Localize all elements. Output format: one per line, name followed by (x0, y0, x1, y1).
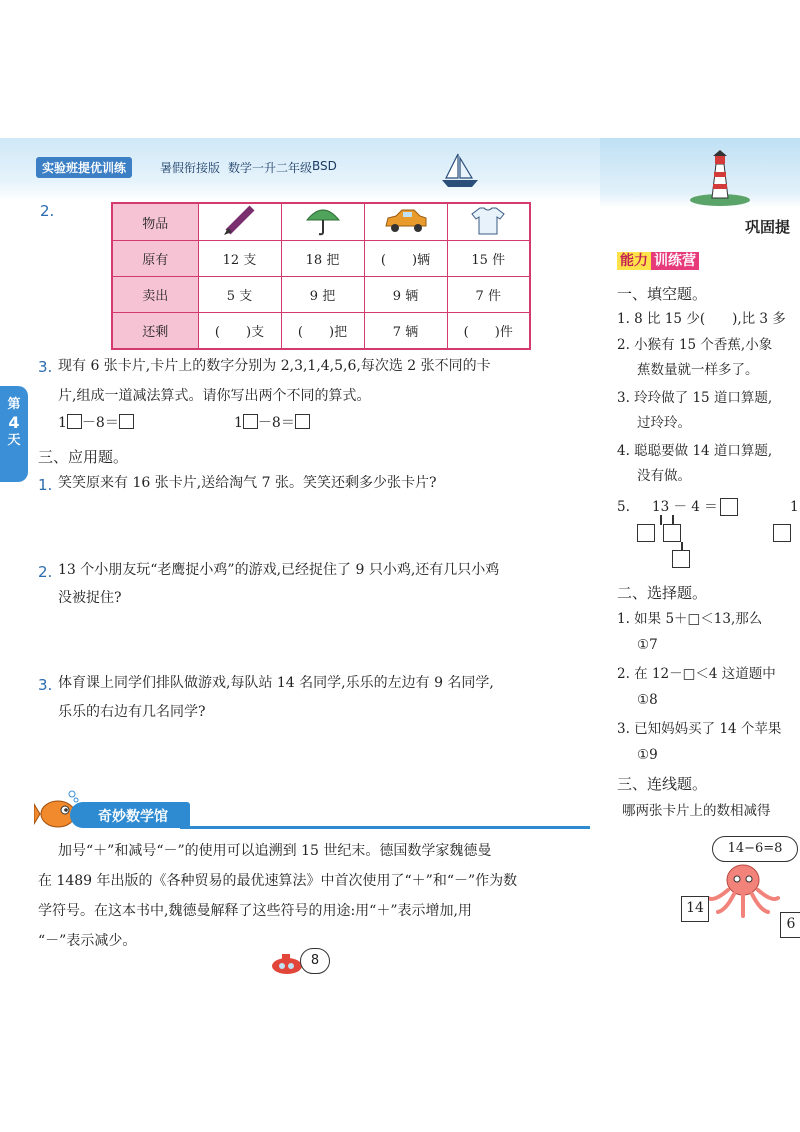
table-cell: 9 辆 (364, 277, 447, 313)
table-cell: 7 件 (447, 277, 530, 313)
question-text: 没有做。 (637, 468, 691, 484)
answer-box[interactable] (672, 550, 690, 568)
right-page-title: 巩固提 (745, 218, 791, 236)
banner-underline (180, 826, 590, 829)
question-text: 3. 玲玲做了 15 道口算题, (617, 390, 773, 406)
table-cell: 卖出 (112, 277, 198, 313)
question-text: 片,组成一道减法算式。请你写出两个不同的算式。 (58, 388, 371, 404)
pencil-icon (220, 204, 260, 236)
section-title: 三、连线题。 (617, 775, 708, 793)
table-cell: ( )辆 (364, 241, 447, 277)
question-text: 1. 如果 5＋□＜13,那么 (617, 611, 763, 627)
question-text: 体育课上同学们排队做游戏,每队站 14 名同学,乐乐的左边有 9 名同学, (58, 675, 494, 691)
option: ①7 (637, 637, 658, 653)
table-row (112, 277, 530, 313)
option: ①8 (637, 692, 658, 708)
question-number: 3. (38, 676, 53, 694)
question-text: 没被捉住? (58, 590, 122, 606)
question-text: 乐乐的右边有几名同学? (58, 704, 206, 720)
number-card[interactable]: 6 (780, 912, 800, 938)
question-number: 2. (40, 202, 55, 220)
expr-digit: 1 (234, 415, 243, 431)
car-icon (382, 204, 430, 236)
section-title: 一、填空题。 (617, 285, 708, 303)
table-cell: 5 支 (198, 277, 281, 313)
question-text: 2. 在 12－□＜4 这道题中 (617, 666, 776, 682)
answer-box[interactable] (243, 414, 258, 429)
paragraph-line: 在 1489 年出版的《各种贸易的最优速算法》中首次使用了“＋”和“－”作为数 (38, 873, 518, 889)
answer-box[interactable] (295, 414, 310, 429)
answer-box[interactable] (663, 524, 681, 542)
code-label: BSD (312, 159, 337, 173)
equation-bubble: 14−6=8 (712, 836, 798, 862)
expression: 1 (790, 499, 799, 515)
series-title: 实验班提优训练 (36, 157, 132, 178)
day-tab (0, 386, 28, 482)
table-cell: 还剩 (112, 313, 198, 349)
table-cell: ( )件 (447, 313, 530, 349)
question-text: 蕉数量就一样多了。 (637, 362, 759, 378)
table-cell: 18 把 (281, 241, 364, 277)
question-text: 2. 小猴有 15 个香蕉,小象 (617, 337, 773, 353)
sailboat-icon (438, 150, 482, 190)
expr-op: －8＝ (257, 415, 295, 431)
paragraph-line: “－”表示减少。 (38, 933, 137, 949)
question-number: 3. (38, 358, 53, 376)
table-cell (281, 203, 364, 241)
table-row (112, 313, 530, 349)
expression: 13 － 4 ＝ (652, 499, 718, 515)
split-line (660, 515, 662, 525)
expr-op: －8＝ (81, 415, 119, 431)
table-cell (447, 203, 530, 241)
table-cell: 7 辆 (364, 313, 447, 349)
octopus-icon (706, 862, 780, 920)
question-text: 过玲玲。 (637, 415, 691, 431)
answer-box[interactable] (637, 524, 655, 542)
expr-digit: 1 (58, 415, 67, 431)
answer-box[interactable] (720, 498, 738, 516)
question-text: 3. 已知妈妈买了 14 个苹果 (617, 721, 782, 737)
day-tab-line1: 第 (7, 397, 21, 412)
option: ①9 (637, 747, 658, 763)
question-text: 1. 8 比 15 少( ),比 3 多 (617, 311, 786, 327)
section-title: 二、选择题。 (617, 584, 708, 602)
fun-math-banner: 奇妙数学馆 (70, 802, 190, 828)
question-number: 1. (38, 476, 53, 494)
table-cell (364, 203, 447, 241)
table-cell: ( )支 (198, 313, 281, 349)
answer-box[interactable] (773, 524, 791, 542)
ability-banner (617, 250, 699, 272)
day-tab-line3: 天 (7, 433, 21, 448)
table-cell: 9 把 (281, 277, 364, 313)
table-cell: 15 件 (447, 241, 530, 277)
tshirt-icon (468, 204, 508, 236)
section-title: 三、应用题。 (38, 448, 129, 466)
expression-2 (234, 408, 310, 438)
table-cell: 12 支 (198, 241, 281, 277)
day-tab-line2: 4 (8, 413, 20, 432)
training-label: 训练营 (651, 252, 699, 270)
submarine-icon (270, 950, 304, 976)
subject-label: 数学一升二年级 (228, 161, 313, 175)
table-cell (198, 203, 281, 241)
umbrella-icon (303, 204, 343, 236)
question-text: 13 个小朋友玩“老鹰捉小鸡”的游戏,已经捉住了 9 只小鸡,还有几只小鸡 (58, 562, 500, 578)
ability-label: 能力 (617, 252, 651, 270)
answer-box[interactable] (67, 414, 82, 429)
table-row (112, 241, 530, 277)
expression-1 (58, 408, 134, 438)
table-cell: ( )把 (281, 313, 364, 349)
question-text: 笑笑原来有 16 张卡片,送给淘气 7 张。笑笑还剩多少张卡片? (58, 475, 437, 491)
edition-label: 暑假衔接版 (160, 161, 221, 175)
question-number: 2. (38, 563, 53, 581)
question-number: 5. (617, 499, 630, 515)
paragraph-line: 加号“＋”和减号“－”的使用可以追溯到 15 世纪末。德国数学家魏德曼 (58, 843, 492, 859)
lighthouse-icon (690, 150, 750, 206)
table-row (112, 203, 530, 241)
paragraph-line: 学符号。在这本书中,魏德曼解释了这些符号的用途:用“＋”表示增加,用 (38, 903, 472, 919)
number-card[interactable]: 14 (681, 896, 709, 922)
goods-table (111, 202, 531, 350)
question-text: 哪两张卡片上的数相减得 (622, 803, 771, 819)
table-cell: 物品 (112, 203, 198, 241)
answer-box[interactable] (119, 414, 134, 429)
table-cell: 原有 (112, 241, 198, 277)
question-text: 4. 聪聪要做 14 道口算题, (617, 443, 773, 459)
question-text: 现有 6 张卡片,卡片上的数字分别为 2,3,1,4,5,6,每次选 2 张不同的卡 (58, 358, 491, 374)
page-number: 8 (300, 948, 330, 974)
